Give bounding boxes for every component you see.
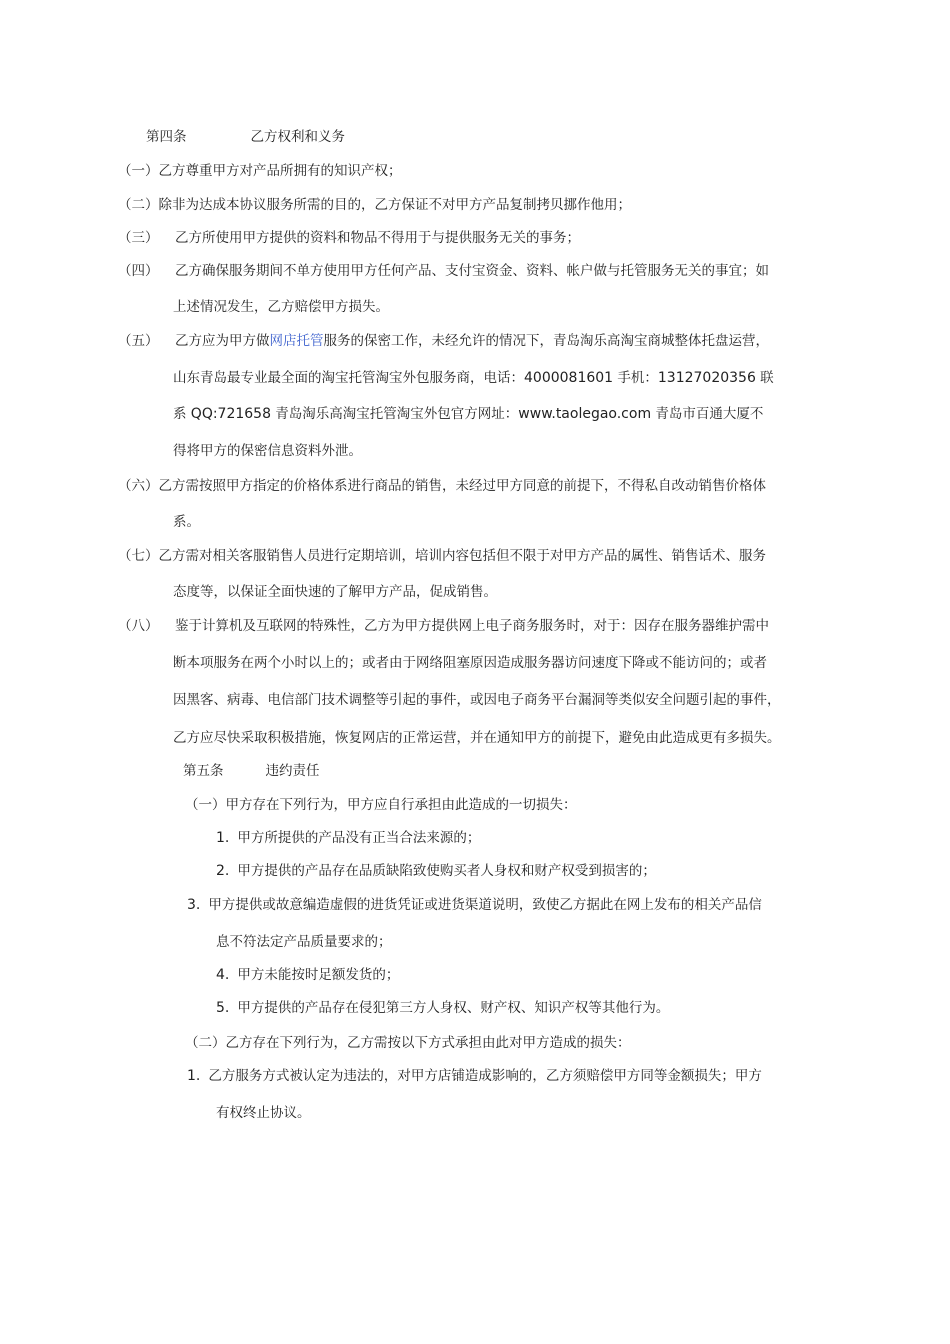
article-5-part-1-item-2 xyxy=(216,861,656,881)
article-4-item-8-line-3: 因黑客、病毒、电信部门技术调整等引起的事件，或因电子商务平台漏洞等类似安全问题引起的事件， xyxy=(173,692,781,708)
item-number: 2. xyxy=(216,863,230,879)
item-text: 手机： xyxy=(613,370,658,386)
item-number: 3. xyxy=(187,897,201,913)
item-text: 青岛市百通大厦不 xyxy=(651,406,764,422)
article-5-part-2-item-1-line-2: 有权终止协议。 xyxy=(216,1105,311,1121)
article-4-item-8-line-4: 乙方应尽快采取积极措施，恢复网店的正常运营，并在通知甲方的前提下，避免由此造成更有多损失。 xyxy=(173,730,781,746)
item-marker: （七） xyxy=(118,548,159,564)
article-4-title: 乙方权利和义务 xyxy=(250,129,345,145)
article-4-item-5-line-1 xyxy=(175,331,769,351)
article-5-part-1-heading: （一）甲方存在下列行为，甲方应自行承担由此造成的一切损失： xyxy=(185,797,577,813)
item-marker: （二） xyxy=(118,197,159,213)
item-number: 1. xyxy=(216,830,230,846)
article-4-heading xyxy=(146,127,345,147)
article-5-heading xyxy=(183,761,320,781)
article-4-item-4-line-1: 乙方确保服务期间不单方使用甲方任何产品、支付宝资金、资料、帐户做与托管服务无关的事宜；如 xyxy=(175,263,769,279)
item-number: 4. xyxy=(216,967,230,983)
mobile-number: 13127020356 xyxy=(657,370,756,386)
article-4-item-3-text: 乙方所使用甲方提供的资料和物品不得用于与提供服务无关的事务； xyxy=(175,230,580,246)
article-5-part-1-item-5 xyxy=(216,998,669,1018)
article-4-item-5-marker: （五） xyxy=(118,333,159,349)
article-4-item-7-line-1 xyxy=(118,546,766,566)
article-4-item-4-marker: （四） xyxy=(118,263,159,279)
article-5-number: 第五条 xyxy=(183,763,224,779)
article-4-item-5-line-2 xyxy=(173,368,774,388)
qq-number: QQ:721658 xyxy=(190,406,271,422)
article-4-item-1 xyxy=(118,161,402,181)
item-text: 乙方需按照甲方指定的价格体系进行商品的销售，未经过甲方同意的前提下，不得私自改动销售价格体 xyxy=(158,478,766,494)
article-4-item-8-line-2: 断本项服务在两个小时以上的；或者由于网络阻塞原因造成服务器访问速度下降或不能访问的；或者 xyxy=(173,655,767,671)
item-text: 乙方尊重甲方对产品所拥有的知识产权； xyxy=(158,163,402,179)
article-5-title: 违约责任 xyxy=(265,763,320,779)
article-5-part-1-item-1 xyxy=(216,828,480,848)
article-4-item-6-line-1 xyxy=(118,476,766,496)
item-text: 甲方提供的产品存在品质缺陷致使购买者人身权和财产权受到损害的； xyxy=(237,863,656,879)
item-number: 1. xyxy=(187,1068,201,1084)
item-text: 甲方所提供的产品没有正当合法来源的； xyxy=(237,830,481,846)
item-number: 5. xyxy=(216,1000,230,1016)
article-4-item-5-line-3 xyxy=(173,404,763,424)
article-5-part-1-item-3-line-1 xyxy=(187,895,762,915)
item-text: 乙方需对相关客服销售人员进行定期培训，培训内容包括但不限于对甲方产品的属性、销售话术、服务 xyxy=(158,548,766,564)
item-text: 联 xyxy=(755,370,774,386)
item-text: 山东青岛最专业最全面的淘宝托管淘宝外包服务商，电话： xyxy=(173,370,524,386)
article-4-item-2 xyxy=(118,195,631,215)
article-4-item-4-line-2: 上述情况发生，乙方赔偿甲方损失。 xyxy=(173,299,389,315)
article-4-number: 第四条 xyxy=(146,129,187,145)
item-text: 除非为达成本协议服务所需的目的，乙方保证不对甲方产品复制拷贝挪作他用； xyxy=(158,197,631,213)
article-4-item-3-marker: （三） xyxy=(118,230,159,246)
item-text: 甲方提供或故意编造虚假的进货凭证或进货渠道说明，致使乙方据此在网上发布的相关产品信 xyxy=(208,897,762,913)
item-text: 乙方服务方式被认定为违法的，对甲方店铺造成影响的，乙方须赔偿甲方同等金额损失；甲方 xyxy=(208,1068,762,1084)
article-5-part-1-item-4 xyxy=(216,965,399,985)
article-4-item-5-line-4: 得将甲方的保密信息资料外泄。 xyxy=(173,443,362,459)
item-text: 甲方未能按时足额发货的； xyxy=(237,967,400,983)
article-4-item-6-line-2: 系。 xyxy=(173,514,200,530)
item-marker: （六） xyxy=(118,478,159,494)
article-5-part-2-item-1-line-1 xyxy=(187,1066,762,1086)
item-text: 服务的保密工作，未经允许的情况下，青岛淘乐高淘宝商城整体托盘运营， xyxy=(323,333,769,349)
article-4-item-8-marker: （八） xyxy=(118,618,159,634)
store-hosting-link[interactable]: 网店托管 xyxy=(269,333,324,349)
item-marker: （一） xyxy=(118,163,159,179)
item-text: 青岛淘乐高淘宝托管淘宝外包官方网址： xyxy=(271,406,519,422)
item-text: 甲方提供的产品存在侵犯第三方人身权、财产权、知识产权等其他行为。 xyxy=(237,1000,670,1016)
article-4-item-8-line-1: 鉴于计算机及互联网的特殊性，乙方为甲方提供网上电子商务服务时，对于：因存在服务器维护需中 xyxy=(175,618,769,634)
article-5-part-2-heading: （二）乙方存在下列行为，乙方需按以下方式承担由此对甲方造成的损失： xyxy=(185,1035,631,1051)
item-text: 乙方应为甲方做 xyxy=(175,333,270,349)
phone-number: 4000081601 xyxy=(524,370,614,386)
item-text: 系 xyxy=(173,406,191,422)
article-5-part-1-item-3-line-2: 息不符法定产品质量要求的； xyxy=(216,934,392,950)
article-4-item-7-line-2: 态度等，以保证全面快速的了解甲方产品，促成销售。 xyxy=(173,584,497,600)
website-url: www.taolegao.com xyxy=(518,406,652,422)
